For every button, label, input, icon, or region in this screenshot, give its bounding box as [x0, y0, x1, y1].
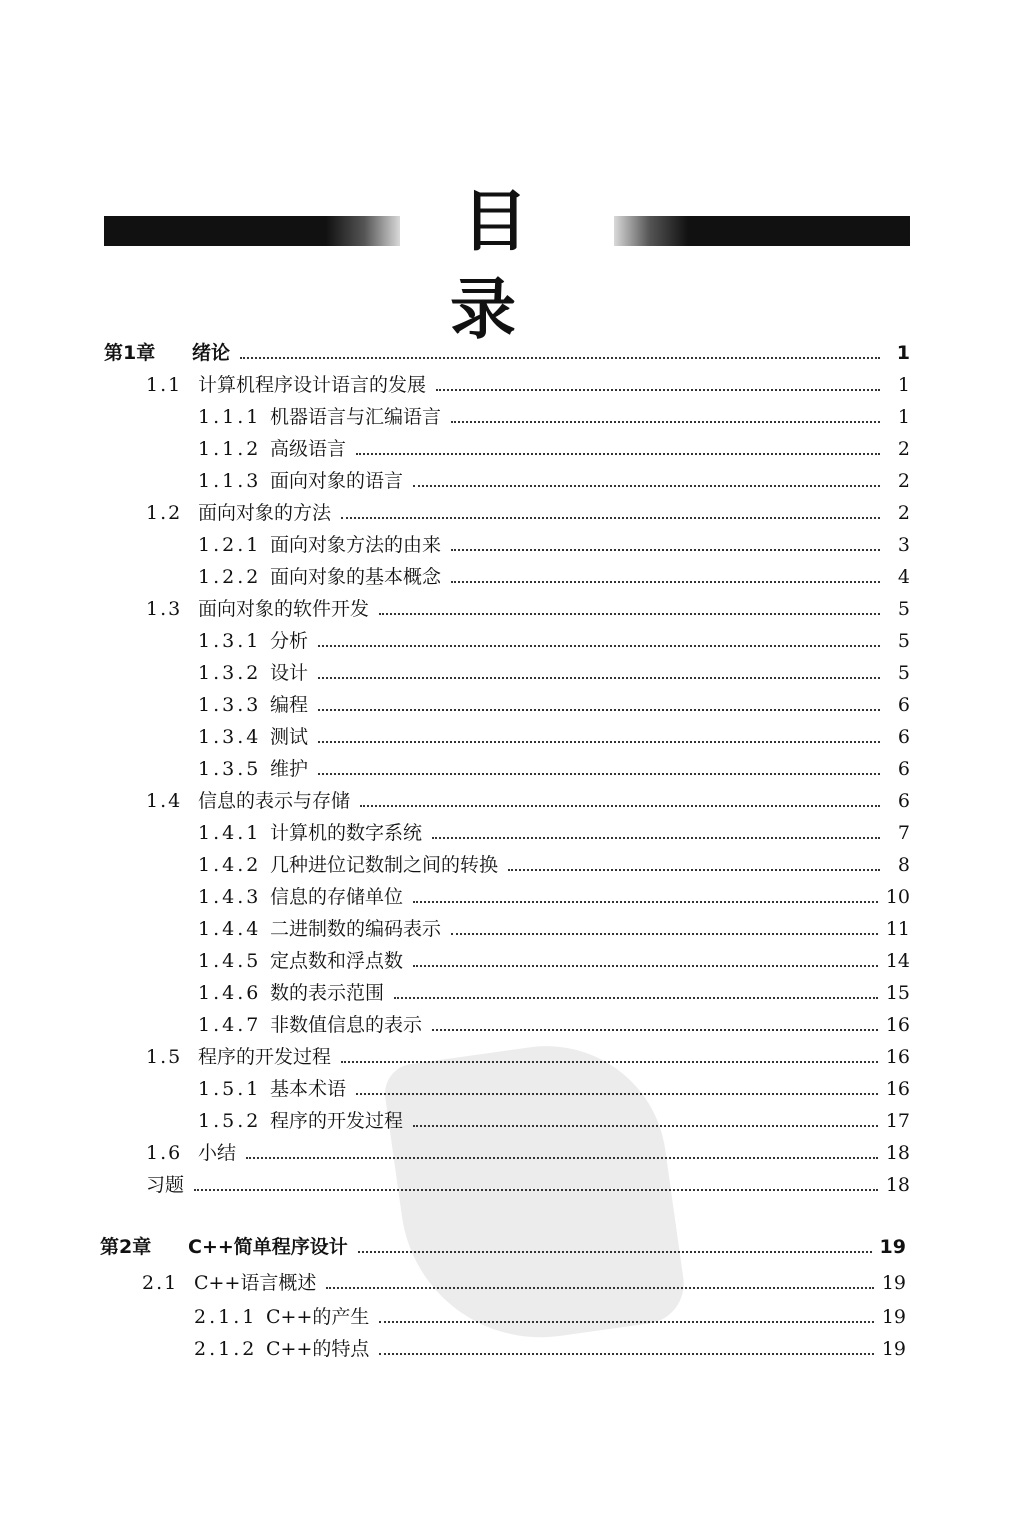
toc-entry-page: 4: [897, 566, 910, 588]
toc-dot-leader: [341, 1061, 878, 1063]
toc-entry-number: 1.3: [146, 598, 183, 620]
toc-entry-label: 程序的开发过程: [270, 1110, 404, 1132]
toc-entry-number: 2.1.2: [194, 1338, 258, 1360]
toc-entry-label: 机器语言与汇编语言: [270, 406, 442, 428]
toc-entry-label: 数的表示范围: [270, 982, 385, 1004]
toc-dot-leader: [394, 997, 878, 999]
toc-entry-label: 面向对象方法的由来: [270, 534, 442, 556]
toc-dot-leader: [360, 805, 880, 807]
toc-entry-page: 5: [897, 598, 910, 620]
toc-entry-page: 2: [897, 438, 910, 460]
toc-entry-page: 19: [881, 1306, 906, 1328]
toc-entry-number: 1.5.1: [198, 1078, 262, 1100]
toc-dot-leader: [356, 1093, 878, 1095]
toc-entry: [198, 1074, 910, 1104]
toc-entry-label: 测试: [270, 726, 309, 748]
toc-entry-number: 1.1.3: [198, 470, 262, 492]
toc-entry-page: 2: [897, 470, 910, 492]
toc-entry-page: 5: [897, 630, 910, 652]
toc-entry-page: 6: [897, 758, 910, 780]
toc-entry-label: 小结: [198, 1142, 237, 1164]
toc-entry-label: C++简单程序设计: [188, 1236, 348, 1258]
toc-entry-label: 基本术语: [270, 1078, 347, 1100]
toc-entry: [194, 1302, 906, 1332]
toc-dot-leader: [413, 965, 878, 967]
toc-dot-leader: [451, 549, 880, 551]
toc-entry: [198, 914, 910, 944]
toc-dot-leader: [341, 517, 880, 519]
toc-entry: [198, 1106, 910, 1136]
toc-entry-page: 6: [897, 790, 910, 812]
toc-entry-number: 1.4.2: [198, 854, 262, 876]
toc-entry-label: 信息的表示与存储: [198, 790, 351, 812]
toc-entry: [142, 1268, 906, 1298]
toc-dot-leader: [432, 837, 880, 839]
toc-dot-leader: [358, 1251, 872, 1253]
toc-dot-leader: [318, 773, 880, 775]
toc-entry-number: 1.1: [146, 374, 183, 396]
toc-entry-label: C++的产生: [266, 1306, 370, 1328]
toc-entry: [198, 530, 910, 560]
toc-dot-leader: [413, 1125, 878, 1127]
toc-dot-leader: [246, 1157, 878, 1159]
toc-dot-leader: [379, 613, 880, 615]
toc-dot-leader: [413, 901, 878, 903]
toc-entry-page: 1: [897, 406, 910, 428]
toc-entry-page: 1: [896, 342, 910, 364]
toc-entry: [198, 434, 910, 464]
toc-entry: [146, 1138, 910, 1168]
toc-entry: [146, 594, 910, 624]
toc-dot-leader: [194, 1189, 878, 1191]
toc-entry-page: 2: [897, 502, 910, 524]
toc-entry-number: 第1章: [104, 342, 156, 364]
toc-entry-label: 高级语言: [270, 438, 347, 460]
title-bar-right: [614, 216, 910, 246]
toc-entry: [146, 370, 910, 400]
toc-entry-number: 1.1.2: [198, 438, 262, 460]
toc-dot-leader: [318, 677, 880, 679]
toc-entry-label: 信息的存储单位: [270, 886, 404, 908]
toc-entry: [100, 1232, 906, 1262]
toc-entry-label: 非数值信息的表示: [270, 1014, 423, 1036]
toc-entry-label: 绪论: [192, 342, 231, 364]
toc-dot-leader: [318, 741, 880, 743]
toc-entry: [104, 338, 910, 368]
toc-entry-label: C++的特点: [266, 1338, 370, 1360]
toc-dot-leader: [326, 1287, 873, 1289]
toc-entry-number: 第2章: [100, 1236, 152, 1258]
toc-entry: [198, 818, 910, 848]
toc-entry-number: 1.4.7: [198, 1014, 262, 1036]
toc-entry-page: 11: [885, 918, 910, 940]
toc-entry: [146, 1042, 910, 1072]
toc-dot-leader: [318, 645, 880, 647]
toc-entry: [198, 850, 910, 880]
toc-entry-label: 面向对象的软件开发: [198, 598, 370, 620]
toc-entry: [146, 786, 910, 816]
toc-entry-page: 19: [881, 1338, 906, 1360]
toc-entry-number: 1.4.4: [198, 918, 262, 940]
toc-entry-page: 8: [897, 854, 910, 876]
toc-entry-number: 2.1.1: [194, 1306, 258, 1328]
toc-entry-number: 1.3.3: [198, 694, 262, 716]
toc-entry-label: 程序的开发过程: [198, 1046, 332, 1068]
toc-entry-number: 1.6: [146, 1142, 183, 1164]
toc-entry-page: 3: [897, 534, 910, 556]
toc-entry-number: 1.4.3: [198, 886, 262, 908]
toc-entry-label: 习题: [146, 1174, 185, 1196]
toc-entry-number: 1.3.2: [198, 662, 262, 684]
toc-entry-page: 6: [897, 726, 910, 748]
toc-entry: [146, 1170, 910, 1200]
toc-entry-page: 16: [885, 1078, 910, 1100]
toc-entry-label: 计算机程序设计语言的发展: [198, 374, 427, 396]
toc-entry-number: 1.4.6: [198, 982, 262, 1004]
toc-entry-label: 设计: [270, 662, 309, 684]
toc-entry-label: C++语言概述: [194, 1272, 317, 1294]
toc-dot-leader: [413, 485, 880, 487]
toc-dot-leader: [451, 421, 880, 423]
toc-entry: [198, 722, 910, 752]
toc-entry: [146, 498, 910, 528]
toc-entry-page: 5: [897, 662, 910, 684]
toc-entry-page: 19: [881, 1272, 906, 1294]
page-title: 目 录: [450, 183, 576, 348]
toc-entry-page: 1: [897, 374, 910, 396]
toc-entry-label: 维护: [270, 758, 309, 780]
toc-entry-number: 1.4: [146, 790, 183, 812]
toc-entry: [198, 882, 910, 912]
toc-dot-leader: [379, 1353, 873, 1355]
toc-entry-page: 15: [885, 982, 910, 1004]
toc-entry-page: 10: [885, 886, 910, 908]
toc-entry-number: 1.4.1: [198, 822, 262, 844]
toc-entry-page: 7: [897, 822, 910, 844]
toc-entry-page: 16: [885, 1014, 910, 1036]
toc-entry: [198, 690, 910, 720]
toc-entry: [198, 1010, 910, 1040]
toc-entry: [198, 402, 910, 432]
toc-entry-page: 17: [885, 1110, 910, 1132]
toc-entry-page: 18: [885, 1142, 910, 1164]
toc-entry: [198, 978, 910, 1008]
toc-entry-page: 19: [879, 1236, 906, 1258]
toc-entry-label: 定点数和浮点数: [270, 950, 404, 972]
toc-dot-leader: [356, 453, 880, 455]
toc-entry-page: 16: [885, 1046, 910, 1068]
toc-entry-label: 面向对象的语言: [270, 470, 404, 492]
toc-entry-label: 几种进位记数制之间的转换: [270, 854, 499, 876]
title-bar-left: [104, 216, 400, 246]
toc-entry-number: 1.5: [146, 1046, 183, 1068]
toc-entry-label: 面向对象的方法: [198, 502, 332, 524]
toc-entry: [198, 754, 910, 784]
toc-entry-number: 1.3.4: [198, 726, 262, 748]
toc-entry: [198, 946, 910, 976]
toc-entry-label: 面向对象的基本概念: [270, 566, 442, 588]
toc-entry-number: 2.1: [142, 1272, 179, 1294]
toc-entry-page: 14: [885, 950, 910, 972]
toc-dot-leader: [240, 357, 880, 359]
toc-dot-leader: [379, 1321, 873, 1323]
toc-entry-label: 二进制数的编码表示: [270, 918, 442, 940]
toc-entry: [198, 626, 910, 656]
toc-entry-page: 18: [885, 1174, 910, 1196]
toc-dot-leader: [436, 389, 880, 391]
toc-entry-number: 1.2.1: [198, 534, 262, 556]
toc-entry-number: 1.5.2: [198, 1110, 262, 1132]
toc-dot-leader: [451, 581, 880, 583]
toc-entry-number: 1.2: [146, 502, 183, 524]
toc-entry-label: 编程: [270, 694, 309, 716]
toc-entry: [194, 1334, 906, 1364]
toc-entry-number: 1.2.2: [198, 566, 262, 588]
toc-entry: [198, 562, 910, 592]
toc-entry-label: 计算机的数字系统: [270, 822, 423, 844]
toc-entry-number: 1.1.1: [198, 406, 262, 428]
toc-dot-leader: [432, 1029, 878, 1031]
toc-entry-number: 1.3.5: [198, 758, 262, 780]
toc-entry: [198, 658, 910, 688]
toc-dot-leader: [508, 869, 880, 871]
toc-entry: [198, 466, 910, 496]
toc-entry-page: 6: [897, 694, 910, 716]
toc-dot-leader: [451, 933, 878, 935]
title-band: [104, 178, 910, 348]
toc-dot-leader: [318, 709, 880, 711]
toc-entry-number: 1.4.5: [198, 950, 262, 972]
toc-entry-number: 1.3.1: [198, 630, 262, 652]
toc-entry-label: 分析: [270, 630, 309, 652]
